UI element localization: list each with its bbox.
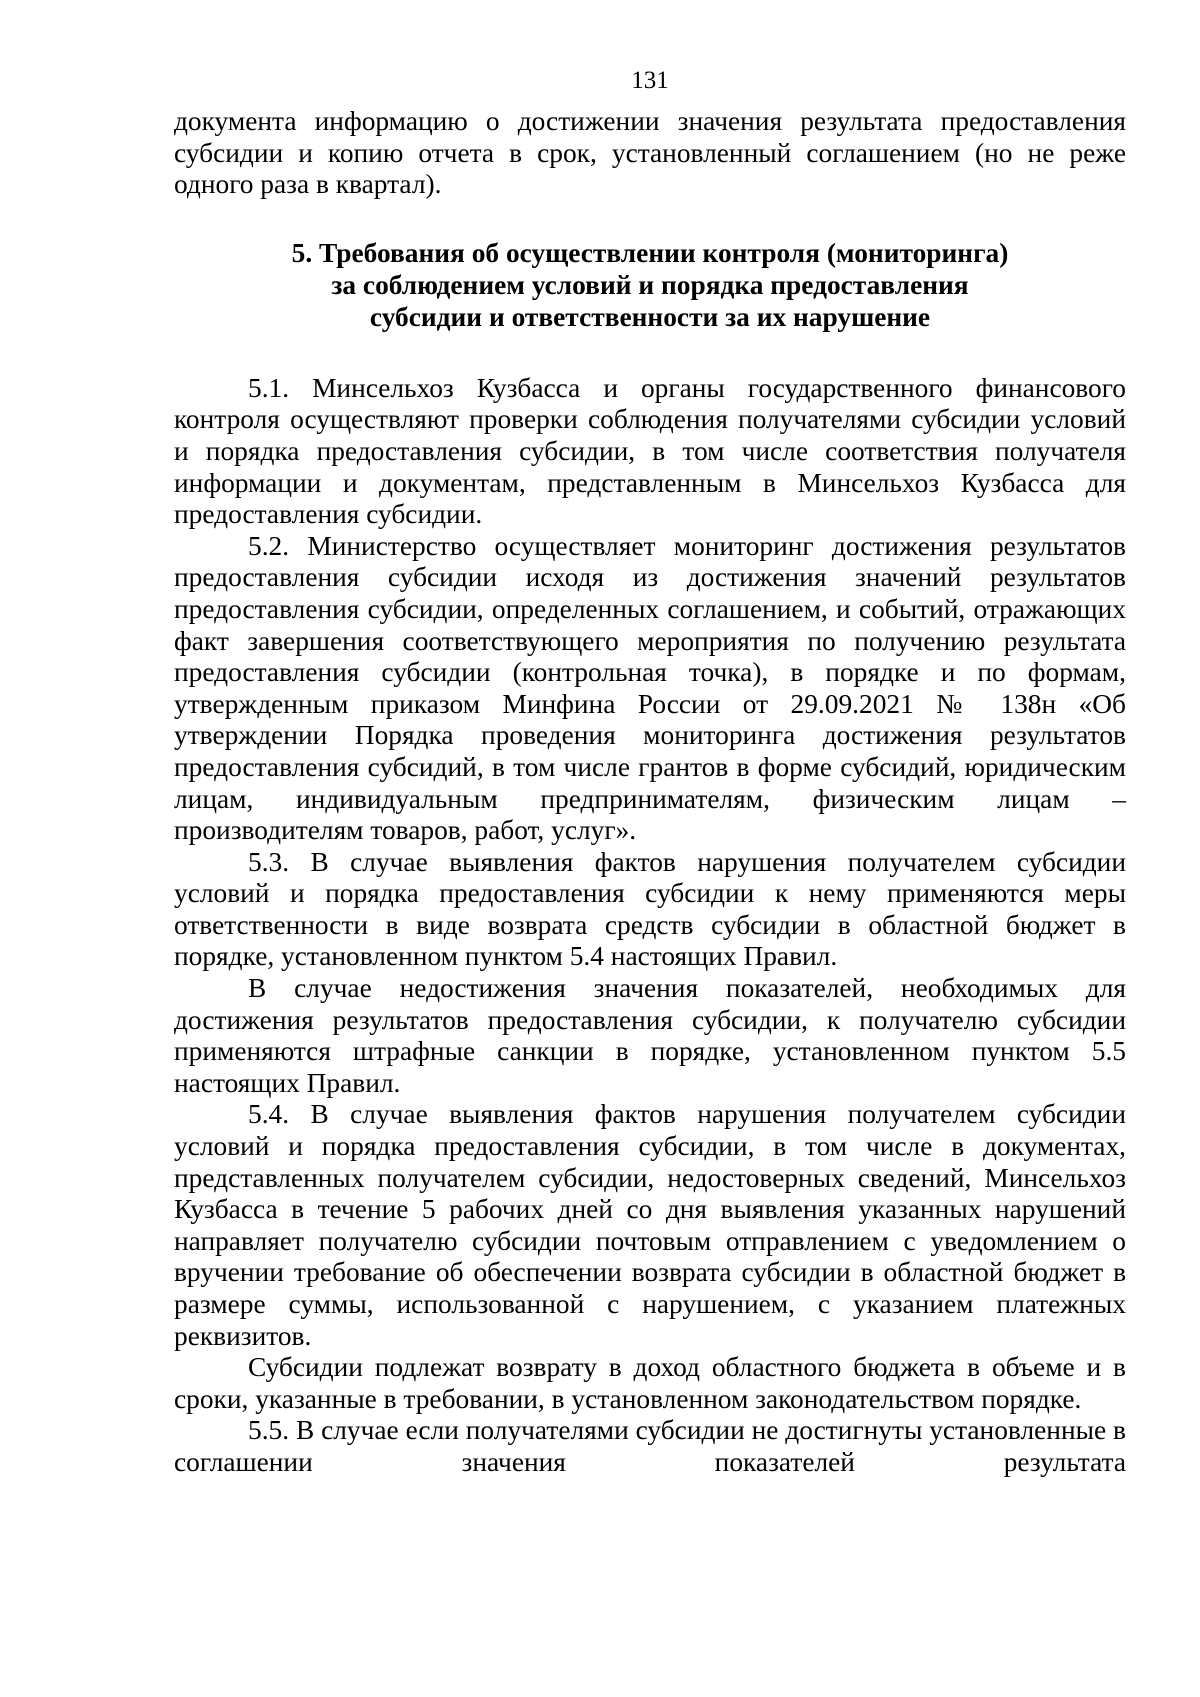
page-number: 131	[631, 67, 669, 94]
paragraph-5-4: 5.4. В случае выявления фактов нарушения получателем субсидии условий и порядка предоставления субсидии, в том числе в документах, представленных получателем субсидии, недостоверных сведений, Минсельхоз Кузбасса в течение 5 рабочих дней со дня выявления указанных нарушений направляет получателю субсидии почтовым отправлением с уведомлением о вручении требование об обеспечении возврата субсидии в областной бюджет в размере суммы, использованной с нарушением, с указанием платежных реквизитов.	[174, 1099, 1126, 1351]
section-heading-line-2: за соблюдением условий и порядка предоставления	[331, 269, 969, 300]
intro-paragraph: документа информацию о достижении значения результата предоставления субсидии и копию отчета в срок, установленный соглашением (но не реже одного раза в квартал).	[174, 106, 1126, 200]
paragraph-5-4-return: Субсидии подлежат возврату в доход областного бюджета в объеме и в сроки, указанные в требовании, в установленном законодательством порядке.	[174, 1352, 1126, 1414]
section-heading-line-3: субсидии и ответственности за их нарушение	[369, 301, 931, 332]
paragraph-5-5: 5.5. В случае если получателями субсидии не достигнуты установленные в соглашении значения показателей результата	[174, 1415, 1126, 1477]
paragraph-5-1: 5.1. Минсельхоз Кузбасса и органы государственного финансового контроля осуществляют проверки соблюдения получателями субсидии условий и порядка предоставления субсидии, в том числе соответствия получателя информации и документам, представленным в Минсельхоз Кузбасса для предоставления субсидии.	[174, 372, 1126, 530]
paragraph-5-2: 5.2. Министерство осуществляет мониторинг достижения результатов предоставления субсидии исходя из достижения значений результатов предоставления субсидии, определенных соглашением, и событий, отражающих факт завершения соответствующего мероприятия по получению результата предоставления субсидии (контрольная точка), в порядке и по формам, утвержденным приказом Минфина России от 29.09.2021 № 138н «Об утверждении Порядка проведения мониторинга достижения результатов предоставления субсидий, в том числе грантов в форме субсидий, юридическим лицам, индивидуальным предпринимателям, физическим лицам – производителям товаров, работ, услуг».	[174, 530, 1126, 846]
document-page	[174, 66, 1126, 1479]
section-heading-line-1: 5. Требования об осуществлении контроля (мониторинга)	[291, 237, 1009, 268]
paragraph-5-3-sanctions: В случае недостижения значения показателей, необходимых для достижения результатов предоставления субсидии, к получателю субсидии применяются штрафные санкции в порядке, установленном пунктом 5.5 настоящих Правил.	[174, 973, 1126, 1098]
section-heading	[174, 237, 1126, 333]
paragraph-5-3: 5.3. В случае выявления фактов нарушения получателем субсидии условий и порядка предоставления субсидии к нему применяются меры ответственности в виде возврата средств субсидии в областной бюджет в порядке, установленном пунктом 5.4 настоящих Правил.	[174, 846, 1126, 972]
